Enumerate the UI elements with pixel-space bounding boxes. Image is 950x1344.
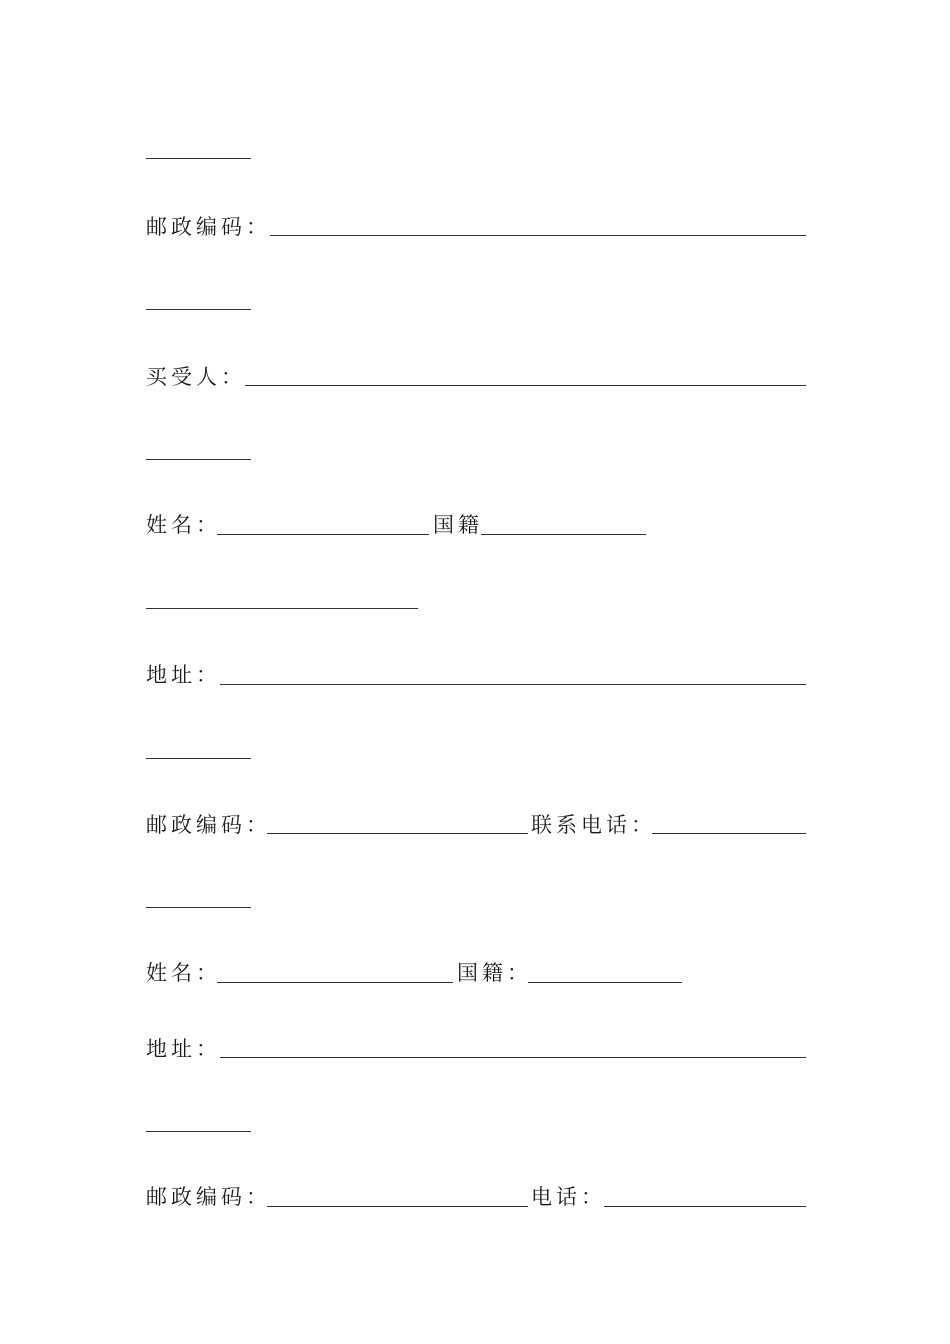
buyer-label: 买受人： [146, 365, 246, 389]
name-label: 姓名： [146, 961, 221, 985]
address-label: 地址： [146, 1037, 221, 1061]
blank-line-continuation[interactable] [146, 907, 251, 908]
postal-code-label: 邮政编码： [146, 813, 271, 837]
nationality-label: 国籍： [457, 961, 532, 985]
blank-line-continuation[interactable] [146, 459, 251, 460]
blank-line-continuation[interactable] [146, 758, 251, 759]
phone-label: 电话： [531, 1185, 606, 1209]
buyer-field[interactable] [245, 385, 806, 386]
address-field[interactable] [220, 1057, 806, 1058]
nationality-field[interactable] [528, 982, 682, 983]
blank-line-continuation[interactable] [146, 1131, 251, 1132]
contact-phone-field[interactable] [652, 833, 806, 834]
nationality-field[interactable] [481, 534, 646, 535]
postal-code-label: 邮政编码： [146, 1185, 271, 1209]
phone-field[interactable] [604, 1206, 806, 1207]
postal-code-field[interactable] [267, 1206, 528, 1207]
nationality-label: 国籍 [433, 513, 483, 537]
postal-code-label: 邮政编码： [146, 215, 271, 239]
postal-code-field[interactable] [270, 235, 806, 236]
blank-line-continuation[interactable] [146, 158, 251, 159]
name-field[interactable] [217, 534, 429, 535]
address-label: 地址： [146, 663, 221, 687]
blank-line-continuation[interactable] [146, 309, 251, 310]
address-field[interactable] [220, 684, 806, 685]
contact-phone-label: 联系电话： [531, 813, 656, 837]
blank-line-continuation[interactable] [146, 608, 418, 609]
name-field[interactable] [217, 982, 453, 983]
name-label: 姓名： [146, 513, 221, 537]
postal-code-field[interactable] [267, 833, 528, 834]
